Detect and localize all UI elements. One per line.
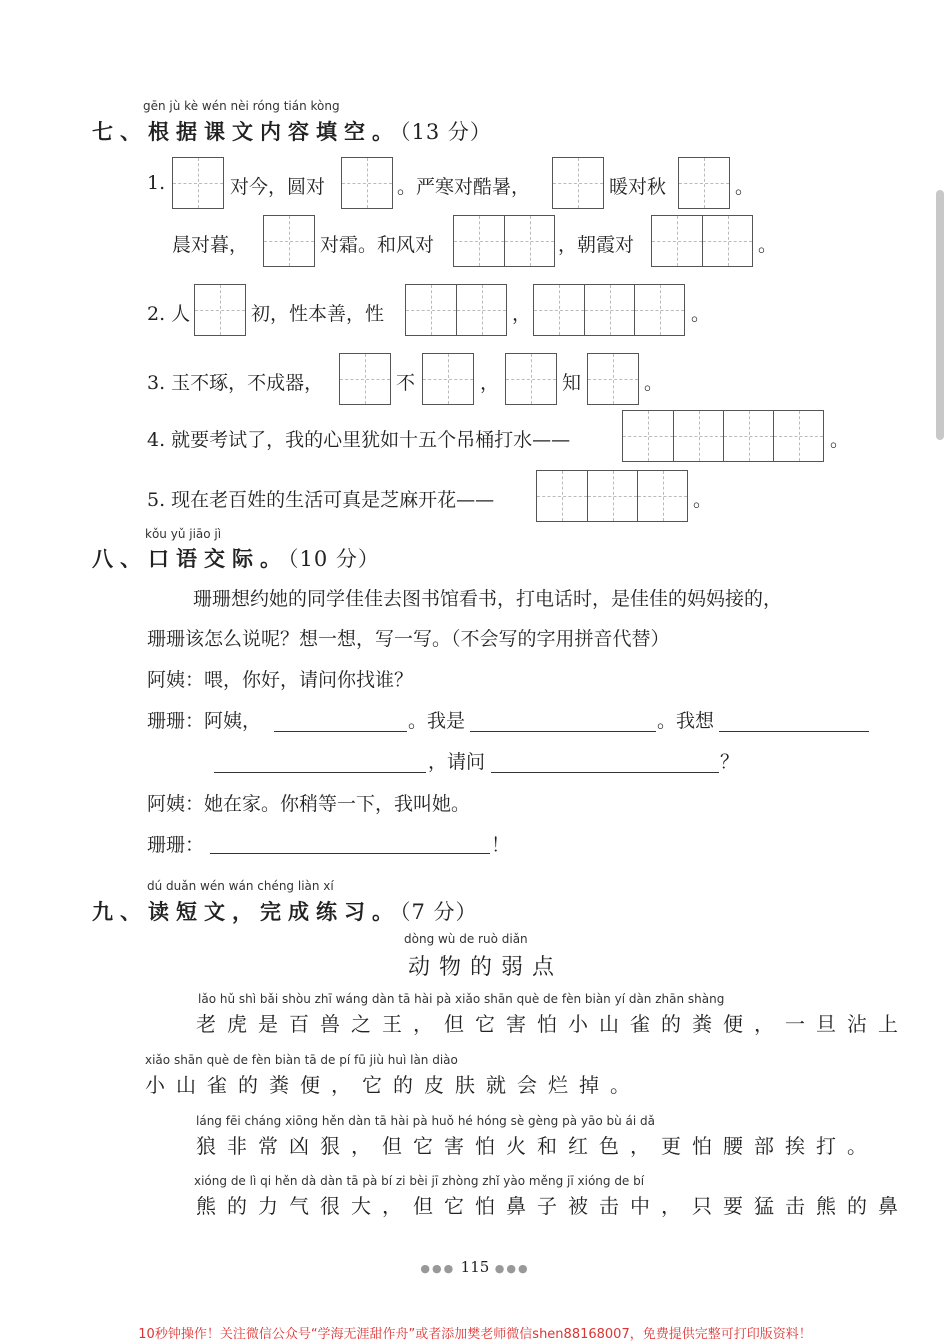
q2-text-3: ， [512,303,532,325]
answer-blank-3[interactable] [719,730,869,732]
q2-text-1: 2. 人 [147,303,191,325]
dialog-line-3a: ，请问 [428,751,486,773]
section7-score: （13 分） [400,120,492,144]
story-line-1: 老虎是百兽之王，但它害怕小山雀的粪便，一旦沾上 [196,1012,909,1036]
dots-right-icon: ●●● [489,1262,530,1275]
q2-box-1[interactable] [194,284,246,336]
q3-text-4: 知 [562,372,582,394]
story-line-3: 狼非常凶狠，但它害怕火和红色，更怕腰部挨打。 [196,1134,878,1158]
footer-banner: 10秒钟操作！关注微信公众号“学海无涯甜作舟”或者添加樊老师微信shen88168007，免费提供完整可打印版资料！ [138,1327,812,1342]
q3-text-2: 不 [396,372,416,394]
story-line-2: 小山雀的粪便，它的皮肤就会烂掉。 [145,1073,641,1097]
story-line-4-pinyin: xióng de lì qi hěn dà dàn tā pà bí zi bèi jī zhòng zhǐ yào měng jī xióng de bí [194,1174,645,1188]
scrollbar-thumb[interactable] [936,190,944,440]
q2-box-2[interactable] [405,284,507,336]
q2-box-3[interactable] [533,284,685,336]
q1-text-3: 暖对秋 [609,176,667,198]
q5-boxes[interactable] [536,470,688,522]
q3-text-3: ， [480,372,500,394]
section8-title-text: 八、口语交际。 [92,547,288,571]
q4-text-1: 4. 就要考试了，我的心里犹如十五个吊桶打水—— [147,429,571,451]
answer-blank-4[interactable] [214,771,426,773]
dialog-line-5b: ！ [491,834,511,856]
q5-text-1: 5. 现在老百姓的生活可真是芝麻开花—— [147,489,495,511]
section8-title [92,543,380,573]
q1-num: 1. [147,172,166,194]
q1b-box-3[interactable] [651,215,753,267]
dialog-line-2c: 。我想 [657,710,715,732]
q1-box-2[interactable] [341,157,393,209]
section8-paragraph-1: 珊珊想约她的同学佳佳去图书馆看书，打电话时，是佳佳的妈妈接的， [193,588,783,610]
q1-box-4[interactable] [678,157,730,209]
story-line-1-pinyin: lǎo hǔ shì bǎi shòu zhī wáng dàn tā hài pà xiǎo shān què de fèn biàn yí dàn zhān shàng [198,992,725,1006]
section8-score: （10 分） [288,547,380,571]
q1b-text-3: ，朝霞对 [558,234,635,256]
section9-pinyin: dú duǎn wén wán chéng liàn xí [147,879,334,893]
q4-boxes[interactable] [622,410,824,462]
page-number-text: 115 [460,1258,490,1276]
q1b-box-2[interactable] [453,215,555,267]
section8-pinyin: kǒu yǔ jiāo jì [145,527,222,541]
q2-text-2: 初，性本善，性 [251,303,385,325]
q1-box-1[interactable] [172,157,224,209]
answer-blank-5[interactable] [491,771,719,773]
dialog-line-1: 阿姨：喂，你好，请问你找谁？ [147,669,414,691]
q3-box-3[interactable] [505,353,557,405]
answer-blank-6[interactable] [210,852,490,854]
section7-title-text: 七、根据课文内容填空。 [92,120,400,144]
story-line-2-pinyin: xiǎo shān què de fèn biàn tā de pí fū jiù huì làn diào [145,1053,458,1067]
dialog-line-2a: 珊珊：阿姨， [147,710,262,732]
q1-text-1: 对今，圆对 [230,176,326,198]
story-title-pinyin: dòng wù de ruò diǎn [404,932,528,946]
q5-text-2: 。 [693,489,713,511]
section9-title-text: 九、读短文，完成练习。 [92,900,400,924]
dots-left-icon: ●●● [420,1262,461,1275]
q3-text-1: 3. 玉不琢，不成器， [147,372,324,394]
q2-text-4: 。 [691,303,711,325]
answer-blank-2[interactable] [470,730,656,732]
section7-title [92,116,492,146]
story-line-4: 熊的力气很大，但它怕鼻子被击中，只要猛击熊的鼻 [196,1194,909,1218]
dialog-line-4: 阿姨：她在家。你稍等一下，我叫她。 [147,793,471,815]
q1b-text-4: 。 [758,234,778,256]
q1-text-4: 。 [735,176,755,198]
answer-blank-1[interactable] [274,730,407,732]
dialog-line-3b: ？ [720,751,740,773]
dialog-line-5a: 珊珊： [147,834,205,856]
q1b-text-2: 对霜。和风对 [320,234,435,256]
q1-text-2: 。严寒对酷暑， [397,176,531,198]
story-title: 动物的弱点 [408,955,564,980]
dialog-line-2b: 。我是 [408,710,466,732]
story-line-3-pinyin: láng fēi cháng xiōng hěn dàn tā hài pà huǒ hé hóng sè gèng pà yāo bù ái dǎ [196,1114,655,1128]
q1b-box-1[interactable] [263,215,315,267]
q3-box-4[interactable] [587,353,639,405]
q1b-text-1: 晨对暮， [172,234,249,256]
section9-title [92,896,478,926]
q3-box-2[interactable] [422,353,474,405]
q3-box-1[interactable] [339,353,391,405]
q1-box-3[interactable] [552,157,604,209]
section8-paragraph-2: 珊珊该怎么说呢？想一想，写一写。（不会写的字用拼音代替） [147,628,670,650]
section7-pinyin: gēn jù kè wén nèi róng tián kòng [143,99,340,113]
q3-text-5: 。 [644,372,664,394]
page-number [0,1258,950,1276]
q4-text-2: 。 [830,429,850,451]
section9-score: （7 分） [400,900,478,924]
